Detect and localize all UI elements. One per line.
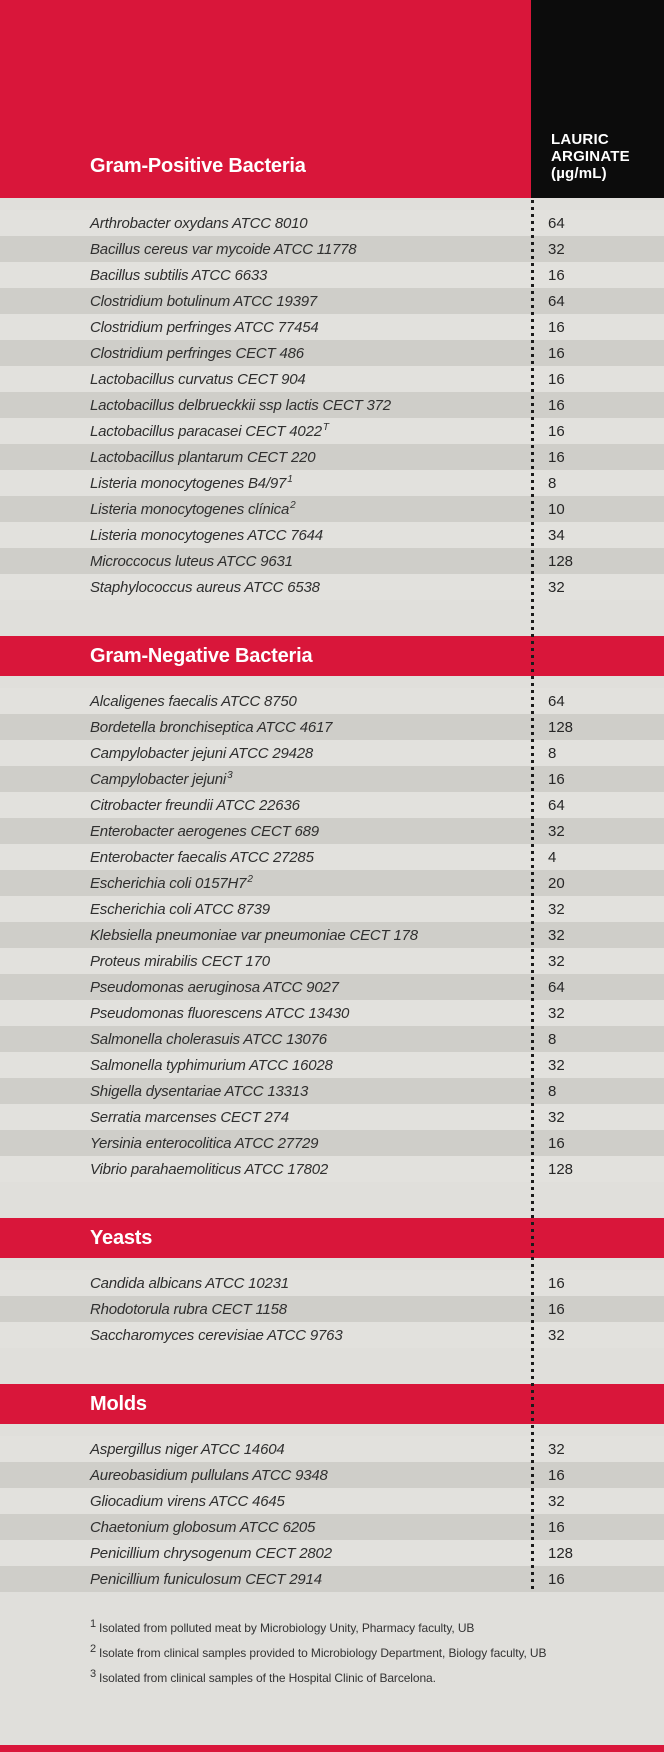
mic-value: 8 <box>548 474 557 492</box>
table-row <box>0 470 664 496</box>
table-row <box>0 262 664 288</box>
table-row <box>0 314 664 340</box>
mic-value: 16 <box>548 370 565 388</box>
organism-name: Aspergillus niger ATCC 14604 <box>90 1440 285 1458</box>
mic-value: 32 <box>548 926 565 944</box>
organism-name: Saccharomyces cerevisiae ATCC 9763 <box>90 1326 343 1344</box>
mic-value: 32 <box>548 952 565 970</box>
table-row <box>0 1514 664 1540</box>
mic-value: 34 <box>548 526 565 544</box>
organism-name: Vibrio parahaemoliticus ATCC 17802 <box>90 1160 329 1178</box>
mic-value: 32 <box>548 1440 565 1458</box>
organism-name: Alcaligenes faecalis ATCC 8750 <box>90 692 297 710</box>
mic-value: 8 <box>548 1030 557 1048</box>
mic-value: 16 <box>548 1466 565 1484</box>
section-title: Gram-Negative Bacteria <box>90 644 313 667</box>
mic-value: 16 <box>548 1274 565 1292</box>
table-row <box>0 818 664 844</box>
mic-value: 32 <box>548 1492 565 1510</box>
organism-name: Listeria monocytogenes clínica$^2$ <box>90 500 296 518</box>
superscript-ref: T <box>322 422 329 433</box>
organism-name: Salmonella cholerasuis ATCC 13076 <box>90 1030 327 1048</box>
organism-name: Enterobacter faecalis ATCC 27285 <box>90 848 314 866</box>
mic-value: 16 <box>548 318 565 336</box>
mic-value: 64 <box>548 978 565 996</box>
mic-value: 64 <box>548 692 565 710</box>
table-row <box>0 1000 664 1026</box>
mic-value: 32 <box>548 1108 565 1126</box>
superscript-ref: 3 <box>227 770 233 781</box>
organism-name: Bordetella bronchiseptica ATCC 4617 <box>90 718 333 736</box>
table-row <box>0 740 664 766</box>
column-header-line: (µg/mL) <box>551 165 607 182</box>
organism-name: Gliocadium virens ATCC 4645 <box>90 1492 285 1510</box>
table-row <box>0 974 664 1000</box>
table-row <box>0 1156 664 1182</box>
mic-value: 32 <box>548 900 565 918</box>
organism-name: Clostridium perfringes CECT 486 <box>90 344 304 362</box>
footnote-number: 2 <box>90 1643 97 1655</box>
table-row <box>0 1052 664 1078</box>
table-row <box>0 574 664 600</box>
table-row <box>0 392 664 418</box>
mic-value: 32 <box>548 822 565 840</box>
table-row <box>0 1270 664 1296</box>
mic-value: 16 <box>548 1570 565 1588</box>
mic-value: 32 <box>548 240 565 258</box>
table-row <box>0 1566 664 1592</box>
mic-value: 16 <box>548 1518 565 1536</box>
column-header-line: LAURIC <box>551 131 609 148</box>
superscript-ref: 2 <box>290 500 296 511</box>
organism-name: Yersinia enterocolitica ATCC 27729 <box>90 1134 319 1152</box>
section-header-band <box>0 1384 664 1424</box>
organism-name: Klebsiella pneumoniae var pneumoniae CECT 178 <box>90 926 418 944</box>
table-body <box>0 198 664 1592</box>
table-row <box>0 792 664 818</box>
mic-value: 64 <box>548 214 565 232</box>
table-row <box>0 522 664 548</box>
mic-value: 10 <box>548 500 565 518</box>
mic-value: 16 <box>548 266 565 284</box>
table-row <box>0 418 664 444</box>
value-column-header <box>531 0 664 198</box>
mic-value: 128 <box>548 1544 574 1562</box>
footnote-line: $^1$ Isolated from polluted meat by Microbiology Unity, Pharmacy faculty, UB <box>90 1618 475 1635</box>
mic-value: 16 <box>548 344 565 362</box>
section-title: Molds <box>90 1392 147 1415</box>
mic-value: 16 <box>548 770 565 788</box>
footnote-line: $^3$ Isolated from clinical samples of the Hospital Clinic of Barcelona. <box>90 1668 436 1685</box>
section-rows <box>0 198 664 600</box>
table-row <box>0 1462 664 1488</box>
organism-name: Listeria monocytogenes $B4/97^1$ <box>90 474 293 492</box>
organism-name: Bacillus subtilis ATCC 6633 <box>90 266 268 284</box>
section-rows <box>0 676 664 1182</box>
mic-value: 128 <box>548 718 574 736</box>
organism-name: Campylobacter jejuni$^3$ <box>90 770 233 788</box>
organism-name: Campylobacter jejuni ATCC 29428 <box>90 744 314 762</box>
mic-value: 128 <box>548 552 574 570</box>
mic-value: 8 <box>548 1082 557 1100</box>
table-row <box>0 1322 664 1348</box>
organism-name: Escherichia coli ATCC 8739 <box>90 900 270 918</box>
organism-name: Shigella dysentariae ATCC 13313 <box>90 1082 309 1100</box>
section-rows <box>0 1258 664 1348</box>
table-row <box>0 1078 664 1104</box>
mic-value: 16 <box>548 1134 565 1152</box>
bottom-accent-bar <box>0 1745 664 1752</box>
footnotes <box>0 1614 664 1689</box>
organism-name: Arthrobacter oxydans ATCC 8010 <box>90 214 308 232</box>
superscript-ref: 2 <box>247 874 253 885</box>
section-header-band <box>0 636 664 676</box>
table-row <box>0 922 664 948</box>
mic-value: 8 <box>548 744 557 762</box>
mic-value: 64 <box>548 796 565 814</box>
table-row <box>0 870 664 896</box>
organism-name: Serratia marcenses CECT 274 <box>90 1108 289 1126</box>
mic-value: 4 <box>548 848 557 866</box>
organism-name: Pseudomonas aeruginosa ATCC 9027 <box>90 978 339 996</box>
organism-name: Clostridium perfringes ATCC 77454 <box>90 318 319 336</box>
mic-value: 128 <box>548 1160 574 1178</box>
table-row <box>0 496 664 522</box>
organism-name: Clostridium botulinum ATCC 19397 <box>90 292 318 310</box>
organism-name: Citrobacter freundii ATCC 22636 <box>90 796 300 814</box>
table-row <box>0 366 664 392</box>
dotted-column-divider <box>531 200 534 1592</box>
organism-name: Rhodotorula rubra CECT 1158 <box>90 1300 287 1318</box>
column-header-line: ARGINATE <box>551 148 630 165</box>
organism-name: Bacillus cereus var mycoide ATCC 11778 <box>90 240 357 258</box>
table-row <box>0 766 664 792</box>
table-row <box>0 1436 664 1462</box>
mic-value: 32 <box>548 1326 565 1344</box>
mic-value: 16 <box>548 448 565 466</box>
section-title-gram-positive: Gram-Positive Bacteria <box>90 155 306 177</box>
table-row <box>0 714 664 740</box>
table-row <box>0 236 664 262</box>
table-row <box>0 1026 664 1052</box>
table-row <box>0 1488 664 1514</box>
organism-name: Staphylococcus aureus ATCC 6538 <box>90 578 320 596</box>
table-row <box>0 896 664 922</box>
organism-name: Escherichia coli $0157H7^2$ <box>90 874 253 892</box>
mic-value: 16 <box>548 396 565 414</box>
organism-name: Penicillium chrysogenum CECT 2802 <box>90 1544 332 1562</box>
organism-name: Salmonella typhimurium ATCC 16028 <box>90 1056 333 1074</box>
table-row <box>0 210 664 236</box>
superscript-ref: 1 <box>287 474 293 485</box>
section-title: Yeasts <box>90 1226 153 1249</box>
table-row <box>0 1296 664 1322</box>
organism-name: Chaetonium globosum ATCC 6205 <box>90 1518 316 1536</box>
organism-name: Proteus mirabilis CECT 170 <box>90 952 270 970</box>
mic-value: 32 <box>548 1004 565 1022</box>
section-header-band <box>0 1218 664 1258</box>
table-row <box>0 444 664 470</box>
table-row <box>0 288 664 314</box>
organism-name: Listeria monocytogenes ATCC 7644 <box>90 526 323 544</box>
table-row <box>0 548 664 574</box>
organism-name: Aureobasidium pullulans ATCC 9348 <box>90 1466 328 1484</box>
mic-value: 16 <box>548 422 565 440</box>
section-rows <box>0 1424 664 1592</box>
table-row <box>0 340 664 366</box>
organism-name: Penicillium funiculosum CECT 2914 <box>90 1570 322 1588</box>
footnote-number: 1 <box>90 1618 97 1630</box>
footnote-line: $^2$ Isolate from clinical samples provided to Microbiology Department, Biology faculty, UB <box>90 1643 547 1660</box>
mic-value: 20 <box>548 874 565 892</box>
organism-name: Microccocus luteus ATCC 9631 <box>90 552 293 570</box>
mic-value: 16 <box>548 1300 565 1318</box>
organism-name: Lactobacillus plantarum CECT 220 <box>90 448 316 466</box>
table-header <box>0 0 664 198</box>
table-row <box>0 844 664 870</box>
table-row <box>0 688 664 714</box>
organism-name: Lactobacillus curvatus CECT 904 <box>90 370 306 388</box>
organism-name: Lactobacillus delbrueckkii ssp lactis CECT 372 <box>90 396 391 414</box>
organism-name: Enterobacter aerogenes CECT 689 <box>90 822 319 840</box>
table-row <box>0 948 664 974</box>
table-row <box>0 1104 664 1130</box>
header-red-block <box>0 0 531 198</box>
mic-value: 64 <box>548 292 565 310</box>
organism-name: Candida albicans ATCC 10231 <box>90 1274 289 1292</box>
footnote-number: 3 <box>90 1668 97 1680</box>
organism-name: Pseudomonas fluorescens ATCC 13430 <box>90 1004 350 1022</box>
mic-value: 32 <box>548 578 565 596</box>
mic-value: 32 <box>548 1056 565 1074</box>
organism-name: Lactobacillus paracasei CECT $4022^T$ <box>90 422 329 440</box>
table-row <box>0 1540 664 1566</box>
table-row <box>0 1130 664 1156</box>
